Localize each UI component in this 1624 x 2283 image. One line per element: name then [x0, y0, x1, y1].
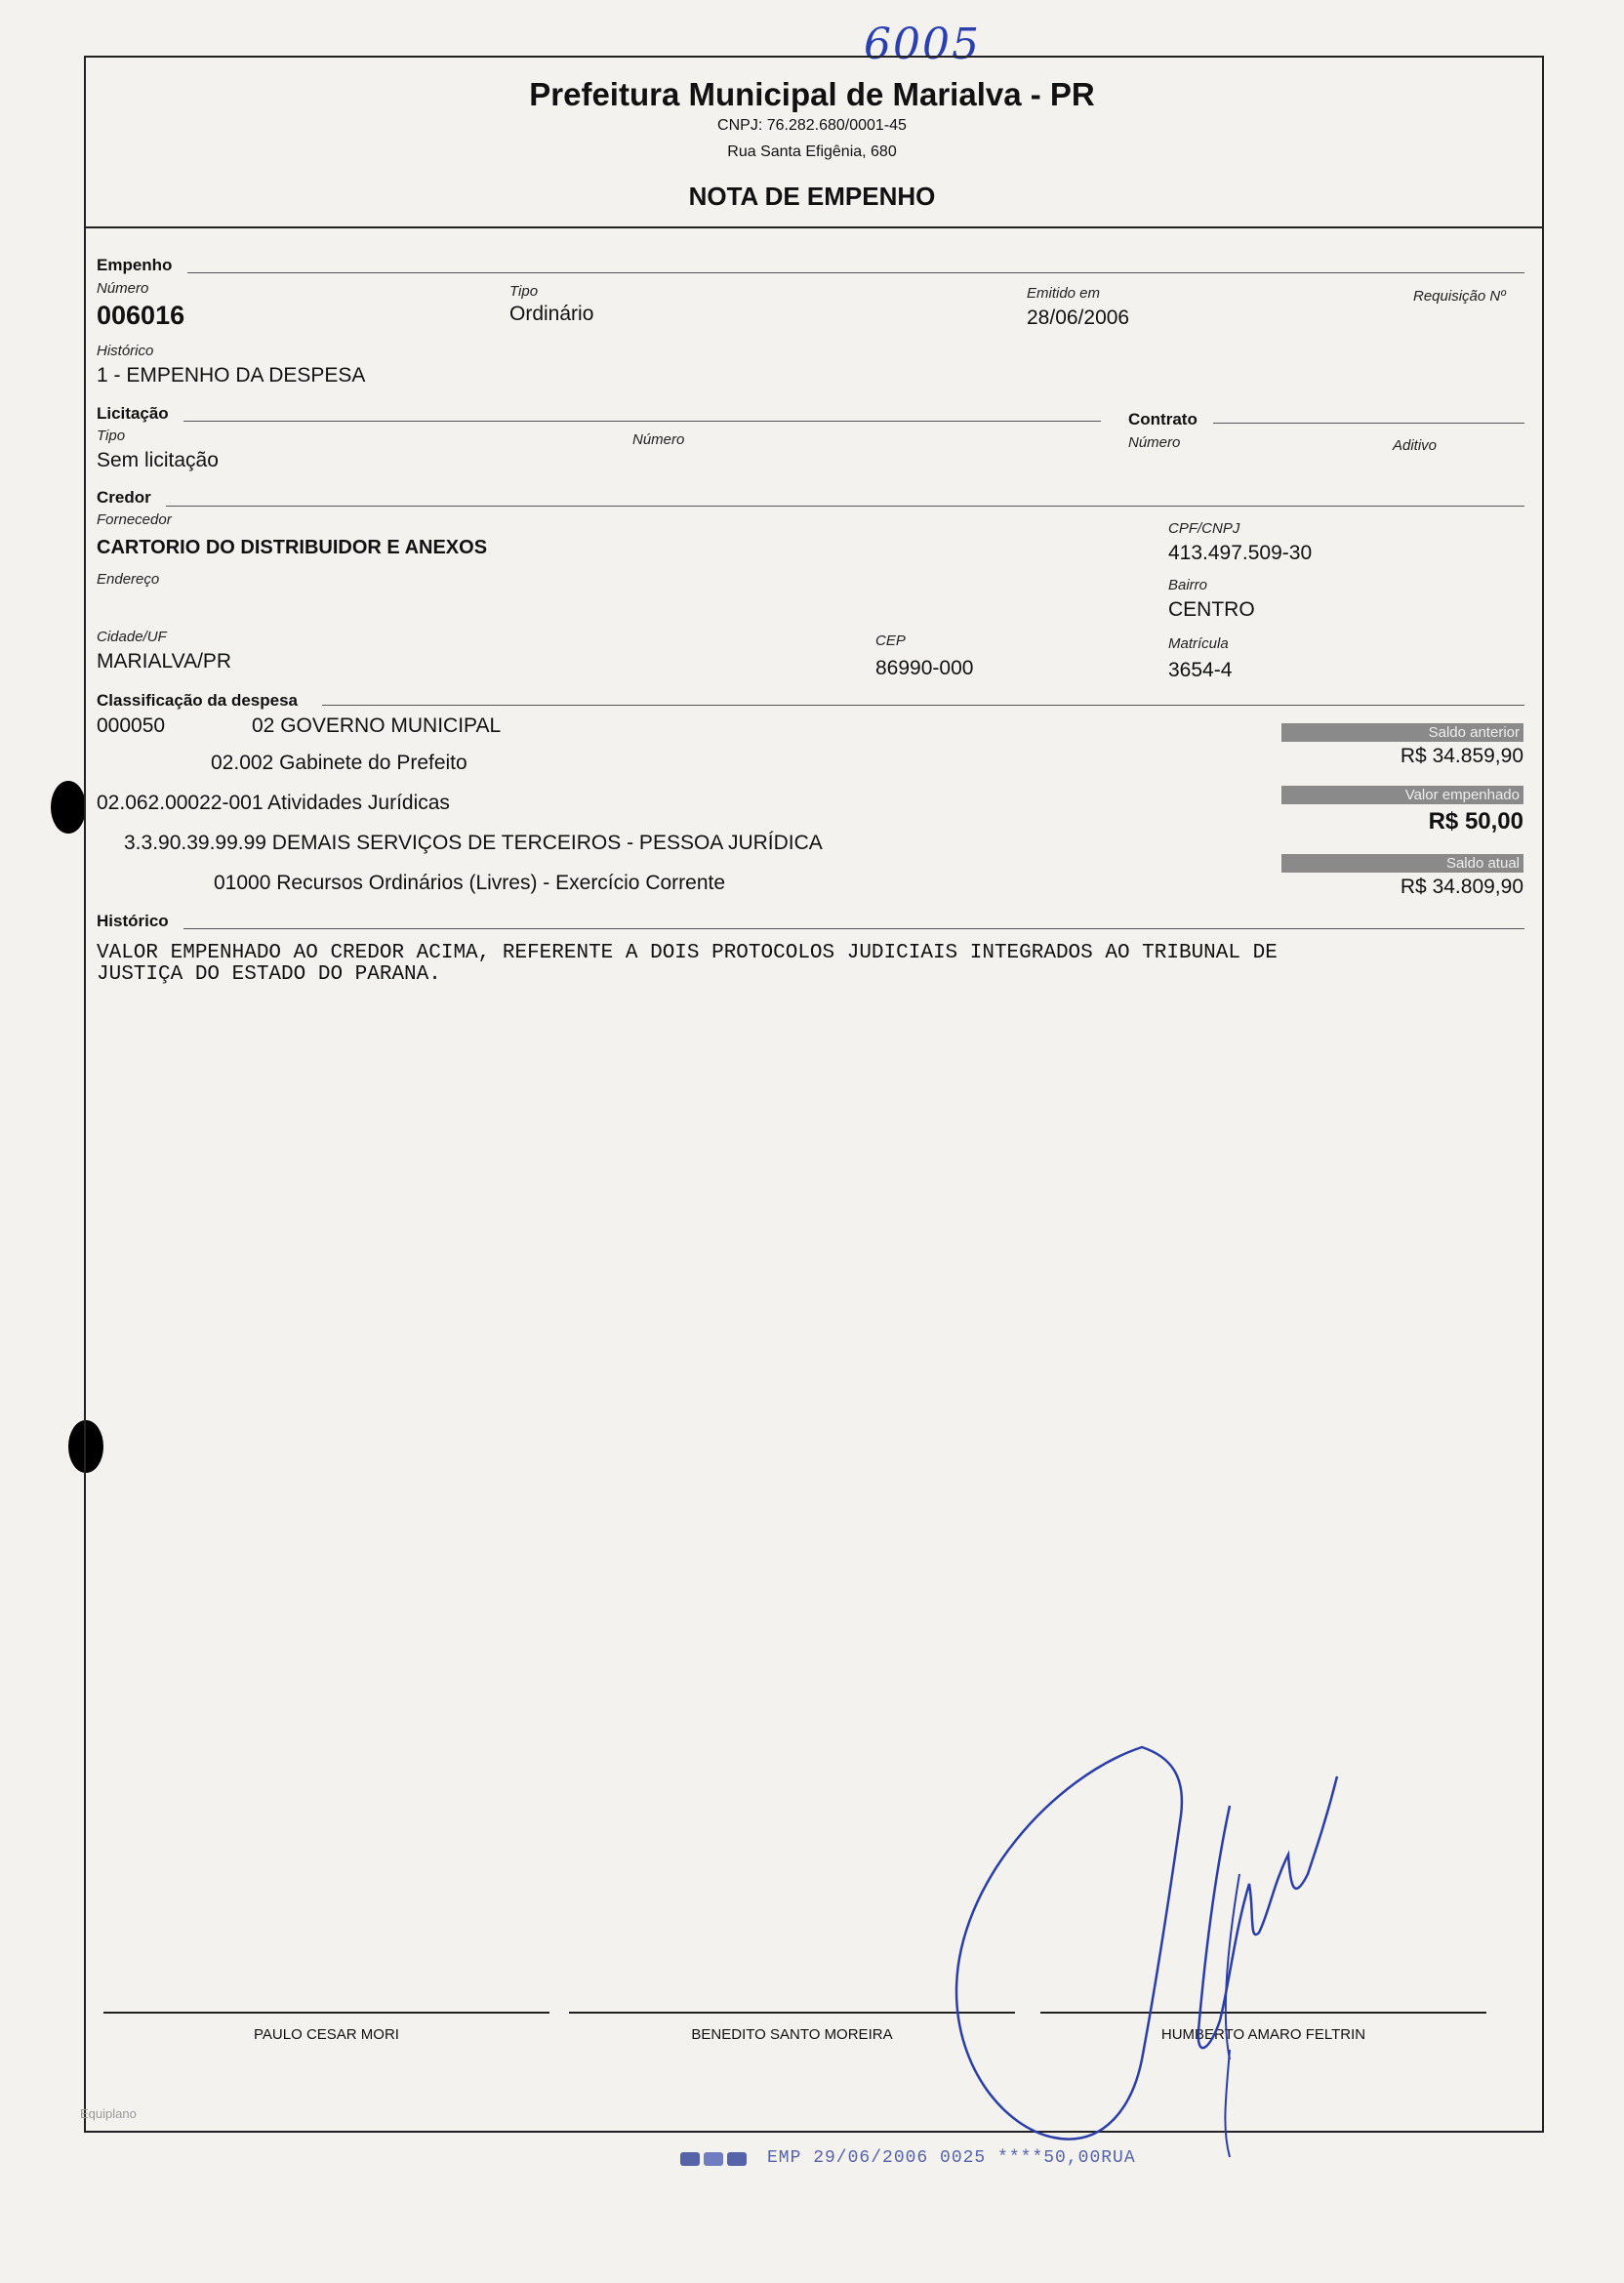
empenho-section-title: Empenho	[97, 256, 173, 274]
empenho-historico-label: Histórico	[97, 343, 154, 359]
credor-fornecedor: CARTORIO DO DISTRIBUIDOR E ANEXOS	[97, 537, 488, 558]
software-name: Equiplano	[80, 2106, 137, 2121]
credor-cidade: MARIALVA/PR	[97, 650, 232, 673]
historico-section-title: Histórico	[97, 912, 169, 930]
empenho-rule	[187, 272, 1524, 273]
handwritten-signature	[937, 1737, 1425, 2167]
header-divider	[84, 226, 1542, 228]
classificacao-code: 000050	[97, 714, 166, 737]
empenho-emitido-label: Emitido em	[1027, 285, 1101, 302]
handwritten-page-number: 6005	[864, 20, 981, 69]
historico-line1: VALOR EMPENHADO AO CREDOR ACIMA, REFERENTE A DOIS PROTOCOLOS JUDICIAIS INTEGRADOS AO TRIBUNAL DE	[97, 942, 1278, 964]
org-address: Rua Santa Efigênia, 680	[727, 143, 897, 160]
classificacao-line2: 02.002 Gabinete do Prefeito	[211, 752, 467, 774]
classificacao-line4: 3.3.90.39.99.99 DEMAIS SERVIÇOS DE TERCEIROS - PESSOA JURÍDICA	[124, 832, 823, 854]
empenho-historico: 1 - EMPENHO DA DESPESA	[97, 364, 366, 387]
credor-matricula: 3654-4	[1168, 659, 1233, 681]
credor-cpf: 413.497.509-30	[1168, 542, 1313, 564]
empenho-requisicao-label: Requisição Nº	[1413, 288, 1506, 305]
org-cnpj: CNPJ: 76.282.680/0001-45	[717, 117, 907, 134]
classificacao-line3: 02.062.00022-001 Atividades Jurídicas	[97, 792, 450, 814]
empenho-numero: 006016	[97, 301, 185, 330]
stamp-logo-icon	[678, 2147, 751, 2169]
valor-empenhado: R$ 50,00	[1428, 808, 1523, 835]
classificacao-line5: 01000 Recursos Ordinários (Livres) - Exercício Corrente	[214, 872, 726, 894]
credor-bairro: CENTRO	[1168, 598, 1255, 621]
footer-stamp: EMP 29/06/2006 0025 ****50,00RUA	[767, 2148, 1136, 2168]
empenho-tipo: Ordinário	[509, 303, 594, 325]
empenho-numero-label: Número	[97, 280, 149, 297]
signature-line-1	[103, 2012, 549, 2014]
org-name: Prefeitura Municipal de Marialva - PR	[529, 76, 1095, 112]
licitacao-tipo-label: Tipo	[97, 428, 126, 444]
contrato-rule	[1213, 423, 1524, 424]
saldo-atual-label: Saldo atual	[1281, 854, 1523, 873]
licitacao-section-title: Licitação	[97, 404, 169, 423]
empenho-emitido: 28/06/2006	[1027, 306, 1130, 329]
contrato-section-title: Contrato	[1128, 410, 1198, 428]
saldo-atual: R$ 34.809,90	[1400, 876, 1523, 898]
signature-name-2: BENEDITO SANTO MOREIRA	[691, 2026, 893, 2043]
saldo-anterior-label: Saldo anterior	[1281, 723, 1523, 742]
saldo-anterior: R$ 34.859,90	[1400, 745, 1523, 767]
doc-title: NOTA DE EMPENHO	[688, 182, 936, 211]
licitacao-tipo: Sem licitação	[97, 449, 219, 471]
credor-fornecedor-label: Fornecedor	[97, 511, 172, 528]
punch-hole-top	[51, 781, 86, 834]
classificacao-line1: 02 GOVERNO MUNICIPAL	[252, 714, 502, 737]
historico-rule	[183, 928, 1524, 929]
credor-rule	[166, 506, 1524, 507]
credor-section-title: Credor	[97, 488, 151, 507]
credor-cpf-label: CPF/CNPJ	[1168, 520, 1240, 537]
credor-cep: 86990-000	[875, 657, 974, 679]
credor-bairro-label: Bairro	[1168, 577, 1208, 593]
valor-empenhado-label: Valor empenhado	[1281, 786, 1523, 804]
signature-name-3: HUMBERTO AMARO FELTRIN	[1160, 2026, 1366, 2043]
contrato-numero-label: Número	[1128, 434, 1181, 451]
empenho-tipo-label: Tipo	[509, 283, 539, 300]
signature-name-1: PAULO CESAR MORI	[254, 2026, 399, 2043]
credor-cep-label: CEP	[875, 632, 906, 649]
credor-matricula-label: Matrícula	[1168, 635, 1229, 652]
historico-line2: JUSTIÇA DO ESTADO DO PARANA.	[97, 963, 441, 986]
contrato-aditivo-label: Aditivo	[1393, 437, 1438, 454]
licitacao-rule	[183, 421, 1101, 422]
classificacao-rule	[322, 705, 1524, 706]
credor-cidade-label: Cidade/UF	[97, 629, 167, 645]
licitacao-numero-label: Número	[632, 431, 685, 448]
classificacao-section-title: Classificação da despesa	[97, 691, 299, 710]
credor-endereco-label: Endereço	[97, 571, 160, 588]
